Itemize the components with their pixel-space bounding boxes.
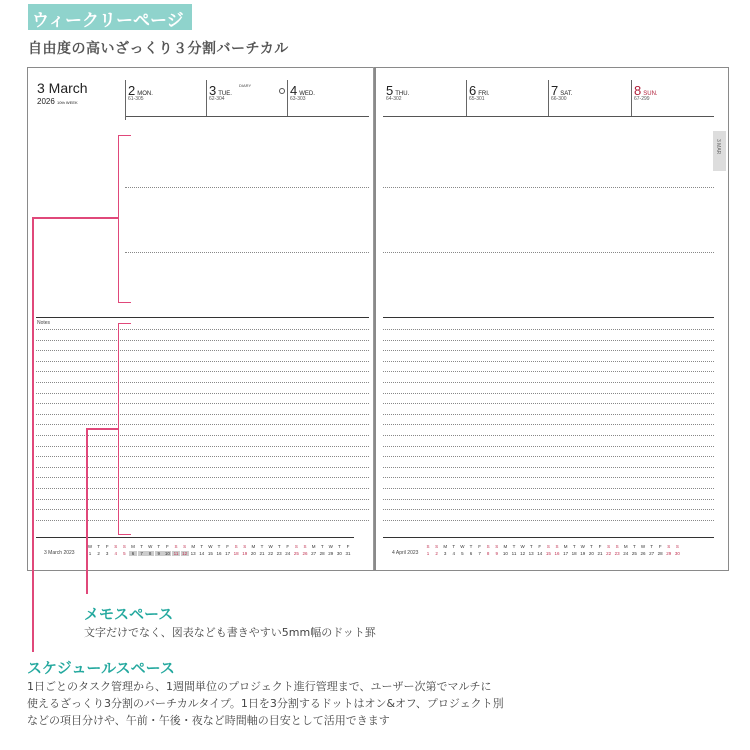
calendar-weekday: S [294, 544, 298, 549]
calendar-weekday: F [286, 544, 290, 549]
memo-space-desc: 文字だけでなく、図表なども書きやすい5mm幅のドット罫 [84, 626, 376, 639]
calendar-top-rule [383, 537, 714, 538]
schedule-space-desc-line-1: 1日ごとのタスク管理から、1週間単位のプロジェクト進行管理まで、ユーザー次第でマルチに [27, 680, 492, 693]
memo-dot-line [383, 424, 714, 425]
calendar-date[interactable]: 21 [597, 551, 603, 556]
calendar-weekday: M [251, 544, 256, 549]
calendar-weekday: T [452, 544, 456, 549]
calendar-weekday: S [615, 544, 619, 549]
calendar-weekday: T [217, 544, 221, 549]
day-name: MON. [137, 91, 153, 97]
calendar-weekday: S [174, 544, 178, 549]
left-calendar-label: 3 March 2023 [44, 550, 75, 556]
calendar-weekday: T [260, 544, 264, 549]
calendar-weekday: F [346, 544, 350, 549]
calendar-date[interactable]: 27 [311, 551, 317, 556]
calendar-weekday: F [105, 544, 109, 549]
day-number: 2 [128, 83, 136, 98]
calendar-date[interactable]: 11 [173, 551, 179, 556]
calendar-weekday: S [555, 544, 559, 549]
calendar-date[interactable]: 24 [623, 551, 629, 556]
calendar-date[interactable]: 13 [190, 551, 196, 556]
calendar-date[interactable]: 20 [588, 551, 594, 556]
calendar-weekday: T [277, 544, 281, 549]
schedule-space-desc-line-2: 使えるざっくり3分割のバーチカルタイプ。1日を3分割するドットはオン&オフ、プロジェクト別 [27, 697, 504, 710]
calendar-date[interactable]: 30 [336, 551, 342, 556]
calendar-date[interactable]: 9 [495, 551, 499, 556]
calendar-weekday: T [590, 544, 593, 549]
memo-dot-line [383, 393, 714, 394]
calendar-weekday: S [243, 544, 247, 549]
calendar-date[interactable]: 7 [478, 551, 481, 556]
calendar-weekday: M [443, 544, 448, 549]
day-count: 61-305 [128, 96, 144, 102]
calendar-weekday: M [191, 544, 196, 549]
calendar-date[interactable]: 8 [146, 551, 154, 556]
memo-connector-v [86, 428, 88, 594]
calendar-weekday: T [469, 544, 473, 549]
calendar-date[interactable]: 4 [452, 551, 456, 556]
calendar-date[interactable]: 17 [563, 551, 569, 556]
calendar-weekday: M [563, 544, 568, 549]
day-header-sat[interactable] [551, 82, 572, 100]
memo-dot-line [383, 350, 714, 351]
calendar-date[interactable]: 1 [426, 551, 430, 556]
calendar-weekday: M [623, 544, 628, 549]
calendar-top-rule [36, 537, 354, 538]
calendar-date[interactable]: 15 [207, 551, 213, 556]
day-number: 4 [290, 83, 298, 98]
schedule-space-title: スケジュールスペース [27, 659, 175, 677]
memo-dot-line [383, 371, 714, 372]
calendar-weekday: T [140, 544, 143, 549]
day-count: 65-301 [469, 96, 485, 102]
day-number: 8 [634, 83, 642, 98]
memo-dot-line [36, 361, 369, 362]
memo-space-title: メモスペース [84, 605, 174, 623]
calendar-weekday: T [572, 544, 576, 549]
memo-dot-line [383, 361, 714, 362]
day-count: 64-302 [386, 96, 402, 102]
calendar-weekday: M [503, 544, 508, 549]
week-label: 10th WEEK [57, 100, 78, 105]
calendar-date[interactable]: 18 [233, 551, 239, 556]
month-index-tab[interactable] [713, 131, 726, 171]
memo-dot-line [36, 403, 369, 404]
memo-dot-line [383, 467, 714, 468]
calendar-weekday: F [538, 544, 542, 549]
schedule-divider-dots [125, 187, 369, 188]
memo-dot-line [36, 329, 369, 330]
calendar-weekday: T [529, 544, 533, 549]
header-rule [383, 116, 714, 117]
memo-dot-line [383, 477, 714, 478]
memo-dot-line [383, 520, 714, 521]
planner-left-page [27, 67, 375, 571]
calendar-date[interactable]: 19 [242, 551, 248, 556]
calendar-date[interactable]: 15 [545, 551, 551, 556]
calendar-weekday: S [122, 544, 126, 549]
calendar-weekday: F [598, 544, 602, 549]
calendar-weekday: W [328, 544, 333, 549]
calendar-date[interactable]: 5 [123, 551, 126, 556]
calendar-date[interactable]: 26 [640, 551, 646, 556]
calendar-date[interactable]: 21 [259, 551, 265, 556]
schedule-bracket [118, 135, 131, 303]
schedule-divider-dots [383, 252, 714, 253]
day-header-mon[interactable] [128, 82, 153, 100]
day-count: 67-299 [634, 96, 650, 102]
calendar-weekday: F [478, 544, 481, 549]
notes-label: Notes [37, 320, 51, 326]
calendar-date[interactable]: 5 [461, 551, 464, 556]
calendar-weekday: S [486, 544, 490, 549]
calendar-date[interactable]: 3 [443, 551, 447, 556]
header-rule [125, 116, 369, 117]
calendar-date[interactable]: 23 [614, 551, 620, 556]
year-label: 2026 [37, 97, 55, 106]
calendar-weekday: S [234, 544, 238, 549]
diary-mark: DIARY [239, 83, 252, 88]
day-number: 7 [551, 83, 559, 98]
memo-connector-h [86, 428, 118, 430]
memo-dot-line [383, 403, 714, 404]
memo-dot-line [383, 340, 714, 341]
month-heading [37, 80, 88, 106]
schedule-connector-h [32, 217, 118, 219]
calendar-weekday: W [580, 544, 585, 549]
day-separator [631, 80, 632, 116]
memo-bracket [118, 323, 131, 535]
calendar-date[interactable]: 9 [155, 551, 163, 556]
day-header-fri[interactable] [469, 82, 490, 100]
calendar-weekday: S [546, 544, 550, 549]
calendar-weekday: T [633, 544, 636, 549]
calendar-date[interactable]: 3 [105, 551, 109, 556]
calendar-date[interactable]: 18 [571, 551, 577, 556]
calendar-date[interactable]: 16 [216, 551, 222, 556]
day-separator [466, 80, 467, 116]
memo-dot-line [36, 382, 369, 383]
day-separator [206, 80, 207, 116]
day-name: WED. [299, 91, 315, 97]
calendar-date[interactable]: 2 [435, 551, 438, 556]
calendar-weekday: S [183, 544, 187, 549]
notes-top-rule [383, 317, 714, 318]
calendar-date[interactable]: 1 [88, 551, 92, 556]
calendar-date[interactable]: 17 [225, 551, 231, 556]
calendar-date[interactable]: 14 [537, 551, 543, 556]
month-label: 3 March [37, 80, 88, 96]
day-name: THU. [395, 91, 410, 97]
calendar-date[interactable]: 30 [674, 551, 680, 556]
calendar-weekday: S [303, 544, 307, 549]
day-number: 5 [386, 83, 394, 98]
memo-dot-line [383, 414, 714, 415]
calendar-weekday: W [460, 544, 465, 549]
schedule-divider-dots [383, 187, 714, 188]
memo-dot-line [36, 414, 369, 415]
calendar-weekday: T [157, 544, 161, 549]
memo-dot-line [383, 488, 714, 489]
calendar-weekday: S [114, 544, 118, 549]
calendar-date[interactable]: 29 [328, 551, 334, 556]
calendar-weekday: M [311, 544, 316, 549]
schedule-space-desc-line-3: などの項目分けや、午前・午後・夜など時間軸の目安として活用できます [27, 714, 390, 727]
notes-top-rule [36, 317, 369, 318]
calendar-weekday: S [667, 544, 671, 549]
calendar-date[interactable]: 23 [276, 551, 282, 556]
calendar-date[interactable]: 7 [138, 551, 146, 556]
day-number: 3 [209, 83, 217, 98]
calendar-date[interactable]: 13 [528, 551, 534, 556]
calendar-date[interactable]: 25 [631, 551, 637, 556]
calendar-date[interactable]: 22 [268, 551, 274, 556]
page-title: ウィークリーページ [32, 11, 184, 31]
calendar-weekday: T [512, 544, 516, 549]
day-header-wed[interactable] [290, 82, 315, 100]
calendar-date[interactable]: 2 [97, 551, 100, 556]
page-subtitle: 自由度の高いざっくり３分割バーチカル [28, 41, 289, 57]
calendar-weekday: W [87, 544, 93, 549]
calendar-weekday: T [338, 544, 341, 549]
calendar-date[interactable]: 28 [657, 551, 663, 556]
calendar-weekday: W [520, 544, 525, 549]
calendar-weekday: T [320, 544, 324, 549]
memo-dot-line [36, 340, 369, 341]
calendar-date[interactable]: 10 [502, 551, 508, 556]
calendar-weekday: F [166, 544, 169, 549]
day-name: SAT. [560, 91, 573, 97]
memo-dot-line [36, 371, 369, 372]
calendar-date[interactable]: 6 [469, 551, 473, 556]
calendar-date[interactable]: 12 [520, 551, 526, 556]
memo-dot-line [383, 446, 714, 447]
calendar-date[interactable]: 31 [345, 551, 351, 556]
calendar-weekday: W [208, 544, 213, 549]
calendar-date[interactable]: 22 [606, 551, 612, 556]
day-count: 63-303 [290, 96, 306, 102]
month-index-label: 3 MAR [715, 139, 721, 155]
calendar-date[interactable]: 12 [182, 551, 188, 556]
calendar-weekday: T [97, 544, 100, 549]
calendar-date[interactable]: 26 [302, 551, 308, 556]
calendar-date[interactable]: 8 [486, 551, 490, 556]
calendar-weekday: W [640, 544, 646, 549]
memo-dot-line [36, 393, 369, 394]
calendar-date[interactable]: 11 [511, 551, 517, 556]
calendar-date[interactable]: 14 [199, 551, 205, 556]
calendar-date[interactable]: 27 [649, 551, 655, 556]
calendar-date[interactable]: 29 [666, 551, 672, 556]
day-separator [548, 80, 549, 116]
calendar-weekday: W [268, 544, 273, 549]
calendar-weekday: T [200, 544, 204, 549]
day-name: FRI. [478, 91, 490, 97]
memo-dot-line [36, 350, 369, 351]
calendar-date[interactable]: 16 [554, 551, 560, 556]
right-calendar-label: 4 April 2023 [392, 550, 419, 556]
calendar-date[interactable]: 6 [129, 551, 137, 556]
day-count: 62-304 [209, 96, 225, 102]
day-header-tue[interactable] [209, 82, 252, 102]
page-title-banner [28, 4, 192, 30]
day-name: SUN. [643, 91, 658, 97]
day-separator [287, 80, 288, 116]
calendar-weekday: S [495, 544, 499, 549]
schedule-connector-v [32, 217, 34, 652]
day-number: 6 [469, 83, 477, 98]
calendar-weekday: F [658, 544, 662, 549]
memo-dot-line [383, 382, 714, 383]
calendar-date[interactable]: 4 [114, 551, 118, 556]
calendar-date[interactable]: 19 [580, 551, 586, 556]
calendar-weekday: M [131, 544, 135, 549]
calendar-date[interactable]: 10 [164, 551, 170, 556]
day-header-sun[interactable] [634, 82, 658, 100]
memo-dot-line [383, 456, 714, 457]
memo-dot-line [36, 424, 369, 425]
memo-dot-line [383, 329, 714, 330]
circle-icon [279, 88, 285, 94]
schedule-divider-dots [125, 252, 369, 253]
calendar-weekday: W [148, 544, 153, 549]
calendar-weekday: S [435, 544, 439, 549]
page-spine [373, 67, 374, 570]
memo-dot-line [383, 499, 714, 500]
day-separator [125, 80, 126, 120]
memo-dot-line [383, 509, 714, 510]
day-header-thu[interactable] [386, 82, 409, 100]
memo-dot-line [383, 435, 714, 436]
calendar-date[interactable]: 24 [285, 551, 291, 556]
day-count: 66-300 [551, 96, 567, 102]
calendar-weekday: S [426, 544, 430, 549]
calendar-date[interactable]: 28 [319, 551, 325, 556]
day-name: TUE. [218, 91, 232, 97]
calendar-weekday: S [607, 544, 611, 549]
calendar-weekday: F [226, 544, 229, 549]
calendar-weekday: T [650, 544, 653, 549]
calendar-date[interactable]: 20 [250, 551, 256, 556]
calendar-weekday: S [675, 544, 679, 549]
calendar-date[interactable]: 25 [293, 551, 299, 556]
planner-right-page [375, 67, 729, 571]
